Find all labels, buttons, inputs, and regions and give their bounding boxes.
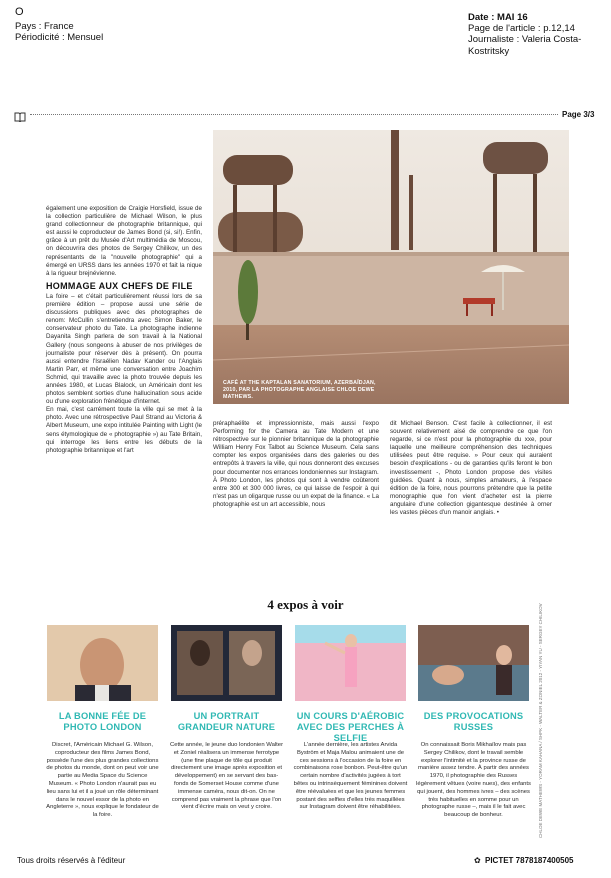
card-photo-russian bbox=[418, 625, 529, 701]
card-title: LA BONNE FÉE DE PHOTO LONDON bbox=[58, 711, 147, 732]
card-text: L'année dernière, les artistes Arvida Byström et Maja Malou animaient une de ces sessions à l'occasion de la foire en combinaisons rose bonbon. Peut-être qu'un certain nombre d'activités jugées à tort bêtes ou intrinsèquement féminines doivent être réévaluées et que les jeunes femmes postant des selfies d'elles très maquillées sur Instagram doivent être réhabilitées. bbox=[293, 742, 408, 811]
card-title: UN PORTRAIT GRANDEUR NATURE bbox=[177, 711, 276, 732]
article-page: Page de l'article : p.12,14 bbox=[468, 23, 575, 34]
date: Date : MAI 16 bbox=[468, 12, 528, 23]
periodicity: Périodicité : Mensuel bbox=[15, 32, 104, 43]
col1-paragraph: également une exposition de Craigie Horsfield, issue de la collection particulière de Michael Wilson, le plus grand collectionneur de photographie britannique, qui est aussi le coproducteur de James Bond (si, si!). Enfin, grâce à un prêt du Musée d'Art multimédia de Moscou, on découvrira des photos de Sergey Chilikov, un des représentants de la "nouvelle photographie" qui a émergé en URSS dans les années 1970 et fait la nique à la rigueur brejnévienne. bbox=[46, 205, 202, 277]
article-column-2 bbox=[213, 420, 379, 509]
journalist: Journaliste : Valeria Costa-Kostritsky bbox=[468, 34, 582, 57]
card-text: Discret, l'Américain Michael G. Wilson, coproducteur des films James Bond, possède l'une des plus grandes collections de photos du monde, dont on peut voir une partie au Media Space du Science Museum. « Photo London n'aurait pas eu lieu sans lui et il a joué un rôle déterminant dans le nouvel essor de la photo en Angleterre », nous explique le fondateur de la foire. bbox=[46, 742, 159, 819]
book-icon bbox=[14, 109, 26, 119]
col2-paragraph: préraphaélite et impressionniste, mais aussi l'expo Performing for the Camera au Tate Modern et une rétrospective sur le pionnier britannique de la photographie William Henry Fox Talbot au Science Museum. Cela sans compter les expos organisées dans des galeries ou des entrepôts à travers la ville, qui nous donneront des excuses pour documenter nos errances londoniennes sur Instagram. bbox=[213, 420, 379, 476]
card-title: UN COURS D'AÉROBIC AVEC DES PERCHES À SELFIE bbox=[296, 711, 405, 743]
footer-brand: PICTET 7878187400505 bbox=[485, 856, 574, 865]
photo-credits: CHLOE DEWE MATHEWS - YORAM KAHANA / SHPK - WALTER & ZONIEL 2012 - YIYAN YU - SERGEY CHILIKOV bbox=[538, 603, 543, 838]
col3-paragraph: dit Michael Benson. C'est facile à collectionner, il est souvent relativement aisé de comprendre ce que l'on regarde, si ce n'est pour la photographie du xxe, pour laquelle une meilleure compréhension des techniques utilisées peut être requise. » Pour ceux qui auraient besoin d'explications - ou de garanties qu'ils feront le bon investissement -, Photo London propose des visites guidées. Quant à nous, simples amateurs, à l'espace édition de la foire, nous pourrons prétendre que la petite monographie que l'on vient d'acheter est la pierre angulaire d'une collection gigantesque destinée à orner les vastes pièces d'un manoir anglais. • bbox=[390, 420, 552, 517]
section-heading: HOMMAGE AUX CHEFS DE FILE bbox=[46, 280, 193, 291]
col1-paragraph: La foire – et c'était particulièrement réussi lors de sa première édition – propose aussi une série de discussions publiques avec des photographes de renom: McCullin s'entretiendra avec Simon Baker, le conservateur photo du Tate. La photographe indienne Dayanita Singh parlera de son travail à la National Gallery (nous songeons à abuser de nos privilèges de journaliste pour réserver dès à présent). On pourra aussi entendre l'Israélien Nadav Kander ou l'Anglais Martin Parr, et même une conversation entre Joachim Schmid, qui travaille avec la photo trouvée depuis les années 1980, et Lucas Blalock, un Américain dont les photos semblent sorties d'une hallucination sous acide ou d'une exploration frénétique d'internet. bbox=[46, 292, 202, 406]
article-column-1 bbox=[46, 205, 202, 455]
main-photo bbox=[213, 130, 569, 404]
pictet-logo-icon: ✿ bbox=[474, 856, 481, 865]
footer-rights: Tous droits réservés à l'éditeur bbox=[17, 856, 126, 865]
page-number: Page 3/3 bbox=[562, 110, 595, 119]
page-divider bbox=[30, 114, 558, 115]
card-text: Cette année, le jeune duo londonien Walter et Zoniel réalisera un immense ferrotype (une fine plaque de tôle qui produit directement une image après exposition et développement) en se servant des bas-fonds de Somerset House comme d'une immense caméra, nous dit-on. On ne comprend pas vraiment la phrase que l'on vient d'écrire mais on veut y croire. bbox=[169, 742, 284, 811]
card-text: On connaissait Boris Mikhaïlov mais pas Sergey Chilikov, dont le travail semble explorer l'intimité et la province russe de manière assez tendre. À partir des années 1970, il photographie des Russes légèrement vêtues (voire nues), des enfants qui jouent, des hommes ivres – des scènes très habituelles en somme pour un photographe russe –, mais il le fait avec beaucoup de bonheur. bbox=[416, 742, 531, 819]
card-photo-wilson bbox=[47, 625, 158, 701]
section-title: 4 expos à voir bbox=[267, 597, 344, 612]
card-photo-portrait bbox=[171, 625, 282, 701]
col2-paragraph: À Photo London, les photos qui sont à vendre coûteront entre 300 et 300 000 livres, ce qui laisse de l'espoir à qui n'est pas un oligarque russe ou un expat de la finance. « La photographie est un art accessible, nous bbox=[213, 476, 379, 508]
card-photo-aerobic bbox=[295, 625, 406, 701]
photo-caption: CAFÉ AT THE KAPTALAN SANATORIUM, AZERBAÏDJAN, 2010, PAR LA PHOTOGRAPHE ANGLAISE CHLOE DEWE MATHEWS. bbox=[223, 380, 376, 400]
article-column-3 bbox=[390, 420, 552, 517]
corner-mark: O bbox=[15, 6, 24, 18]
card-title: DES PROVOCATIONS RUSSES bbox=[423, 711, 524, 732]
country: Pays : France bbox=[15, 21, 74, 32]
col1-paragraph: En mai, c'est carrément toute la ville qui se met à la photo. Avec une rétrospective Paul Strand au Victoria & Albert Museum, une expo intitulée Painting with Light (le sens étymologique de « photographie ») au Tate Britain, qui interroge les liens entre les débuts de la photographie britannique et l'art bbox=[46, 406, 202, 454]
